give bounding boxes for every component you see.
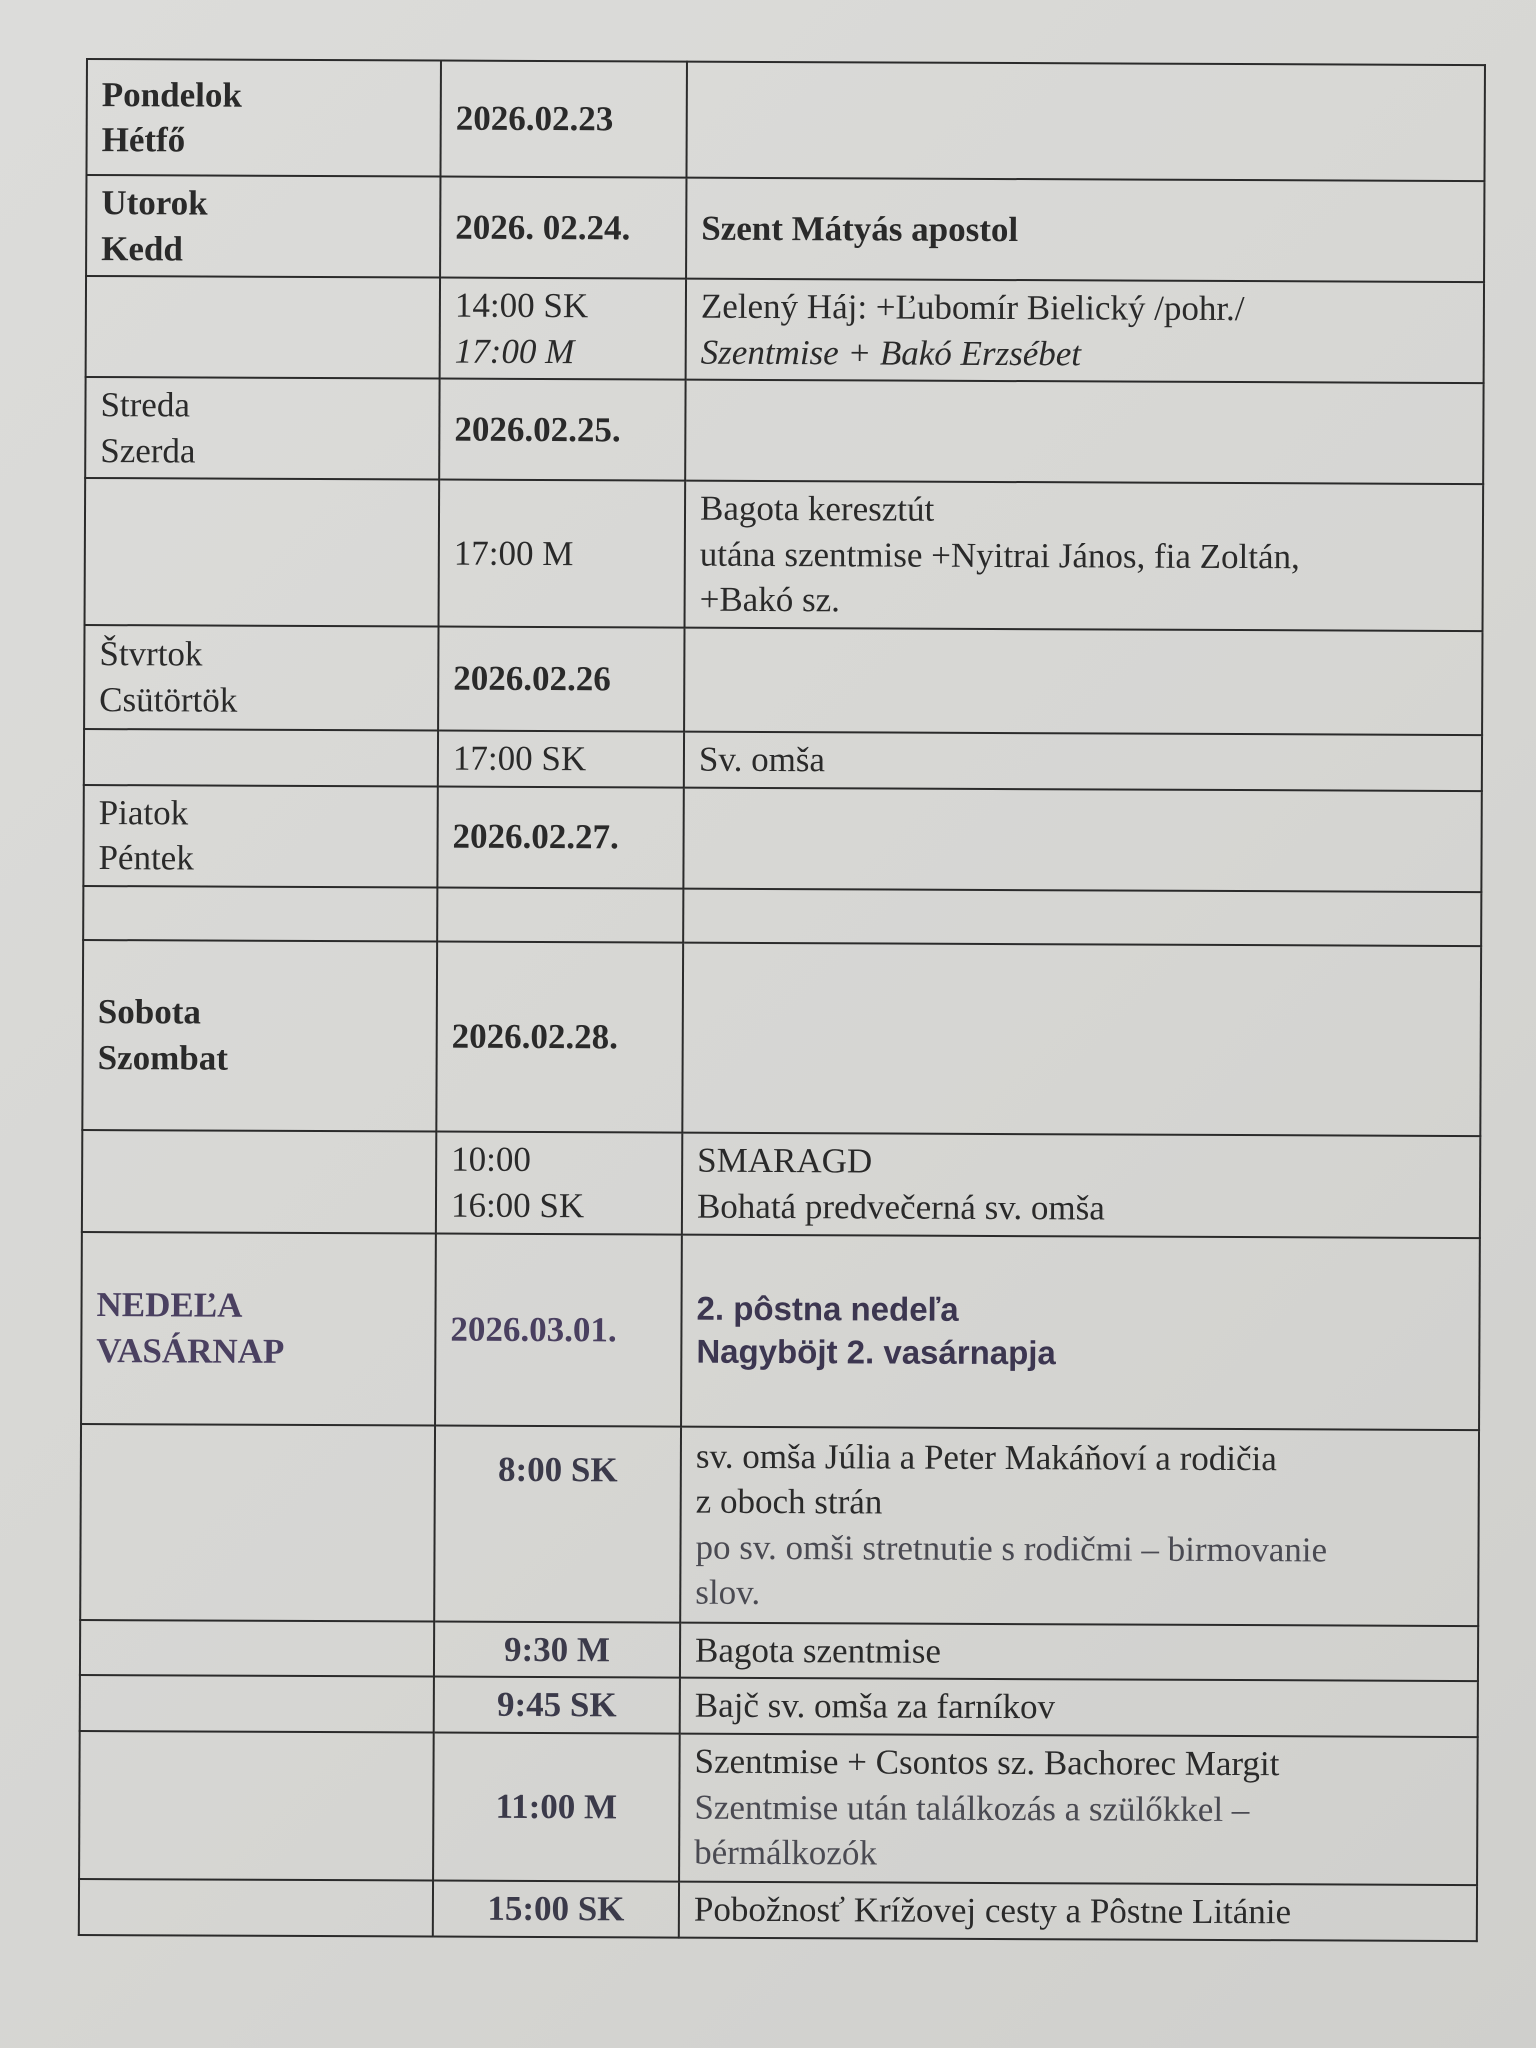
- mass-schedule-table: [78, 58, 1486, 1942]
- table-row: [85, 377, 1483, 484]
- event-cell: Bajč sv. omša za farníkov: [680, 1678, 1478, 1737]
- time-cell: 11:00 M: [433, 1732, 680, 1881]
- empty-cell: [83, 885, 437, 941]
- table-row: [82, 1129, 1480, 1237]
- time-cell: 17:00 M: [439, 480, 686, 628]
- time-cell: 9:30 M: [434, 1621, 680, 1678]
- table-row: [80, 1675, 1478, 1737]
- event-cell: [686, 279, 1484, 383]
- table-row: [79, 1878, 1477, 1940]
- table-row: [80, 1619, 1478, 1681]
- time-cell: 17:00 SK: [438, 730, 684, 787]
- event-text: slov.: [695, 1572, 761, 1612]
- empty-cell: [683, 888, 1481, 945]
- day-cell: [79, 1730, 434, 1880]
- time-cell: 8:00 SK: [434, 1425, 681, 1622]
- event-text: po sv. omši stretnutie s rodičmi – birmovanie: [695, 1527, 1328, 1569]
- event-cell: Bagota szentmise: [680, 1622, 1478, 1681]
- event-text: z oboch strán: [695, 1481, 883, 1522]
- event-text: Zelený Háj: +Ľubomír Bielický /pohr./: [700, 286, 1245, 329]
- feast-title-hu: Nagyböjt 2. vasárnapja: [696, 1332, 1056, 1371]
- event-cell: [680, 1426, 1479, 1625]
- day-cell: [85, 377, 439, 480]
- date-cell: 2026.02.28.: [436, 941, 683, 1132]
- event-text: +Bakó sz.: [699, 579, 841, 620]
- event-text: bérmálkozók: [694, 1832, 877, 1873]
- day-name-hu: Kedd: [101, 228, 183, 268]
- table-row: [84, 728, 1482, 790]
- date-cell: 2026.02.23: [440, 61, 687, 178]
- day-name-hu: Péntek: [98, 838, 194, 878]
- event-text: Szentmise után találkozás a szülőkkel –: [694, 1787, 1250, 1829]
- day-name-sk: Utorok: [101, 183, 208, 223]
- day-name-sk: Piatok: [98, 792, 189, 832]
- day-cell: [86, 59, 441, 177]
- time-cell: [440, 278, 686, 380]
- event-cell: [682, 1132, 1480, 1237]
- event-cell: [685, 481, 1484, 631]
- feast-cell: [681, 1234, 1480, 1429]
- event-cell: [679, 1733, 1478, 1884]
- table-row: [79, 1730, 1478, 1884]
- event-cell: [686, 62, 1484, 181]
- event-text: Bagota keresztút: [699, 488, 935, 529]
- day-cell: [86, 175, 440, 278]
- day-name-sk: Streda: [100, 385, 190, 425]
- date-cell: 2026. 02.24.: [440, 177, 686, 279]
- date-cell: 2026.02.25.: [439, 379, 685, 481]
- time-text: 17:00 M: [454, 331, 575, 371]
- day-cell: [82, 939, 437, 1131]
- time-cell: 15:00 SK: [433, 1880, 679, 1937]
- event-cell: [685, 380, 1483, 484]
- time-text: 14:00 SK: [454, 285, 589, 326]
- day-cell: [82, 1129, 436, 1233]
- table-row: [85, 478, 1484, 631]
- day-cell: [85, 478, 440, 626]
- event-text: SMARAGD: [697, 1140, 873, 1181]
- day-cell: [86, 276, 440, 379]
- day-name-hu: Csütörtök: [99, 679, 238, 720]
- event-text: Szentmise + Bakó Erzsébet: [700, 332, 1082, 373]
- day-name-sk: Pondelok: [101, 74, 242, 115]
- date-cell: 2026.02.27.: [437, 786, 683, 888]
- event-text: utána szentmise +Nyitrai János, fia Zoltán,: [699, 534, 1300, 576]
- day-cell: [80, 1675, 434, 1732]
- day-cell: [80, 1619, 434, 1676]
- day-cell: [79, 1878, 433, 1936]
- time-text: 10:00: [451, 1139, 532, 1179]
- time-text: 16:00 SK: [450, 1185, 585, 1225]
- event-text: sv. omša Júlia a Peter Makáňoví a rodičia: [695, 1436, 1277, 1478]
- table-row: [83, 885, 1481, 945]
- day-name-hu: Szombat: [97, 1037, 229, 1078]
- feast-cell: Szent Mátyás apostol: [686, 178, 1484, 282]
- empty-cell: [437, 887, 683, 942]
- day-name-sk: Sobota: [97, 992, 202, 1032]
- event-text: Szentmise + Csontos sz. Bachorec Margit: [694, 1741, 1280, 1784]
- table-row: [80, 1423, 1479, 1625]
- day-cell: [84, 728, 438, 786]
- table-row: [86, 175, 1484, 282]
- table-row: [83, 784, 1481, 891]
- day-name-hu: Hétfő: [101, 120, 186, 160]
- feast-title-sk: 2. pôstna nedeľa: [696, 1289, 959, 1328]
- day-cell: [84, 624, 438, 730]
- day-name-sk: Štvrtok: [99, 634, 203, 674]
- event-cell: Sv. omša: [684, 731, 1482, 790]
- event-cell: [682, 942, 1481, 1135]
- event-cell: [683, 787, 1481, 891]
- event-cell: Pobožnosť Krížovej cesty a Pôstne Litánie: [679, 1881, 1477, 1940]
- day-cell: [83, 784, 437, 887]
- event-cell: [684, 627, 1482, 734]
- day-cell: [81, 1231, 436, 1425]
- day-name-hu: Szerda: [100, 430, 196, 470]
- time-cell: 9:45 SK: [434, 1677, 680, 1734]
- event-text: Bohatá predvečerná sv. omša: [696, 1186, 1105, 1227]
- day-name-hu: VASÁRNAP: [96, 1330, 285, 1371]
- table-row: [86, 276, 1484, 383]
- time-cell: [436, 1131, 682, 1234]
- day-name-sk: NEDEĽA: [96, 1285, 243, 1325]
- table-row: [84, 624, 1482, 734]
- date-cell: 2026.02.26: [438, 626, 684, 731]
- table-row: [86, 59, 1484, 181]
- day-cell: [80, 1423, 435, 1621]
- table-row: [82, 939, 1481, 1135]
- table-row: [81, 1231, 1480, 1429]
- date-cell: 2026.03.01.: [435, 1233, 682, 1426]
